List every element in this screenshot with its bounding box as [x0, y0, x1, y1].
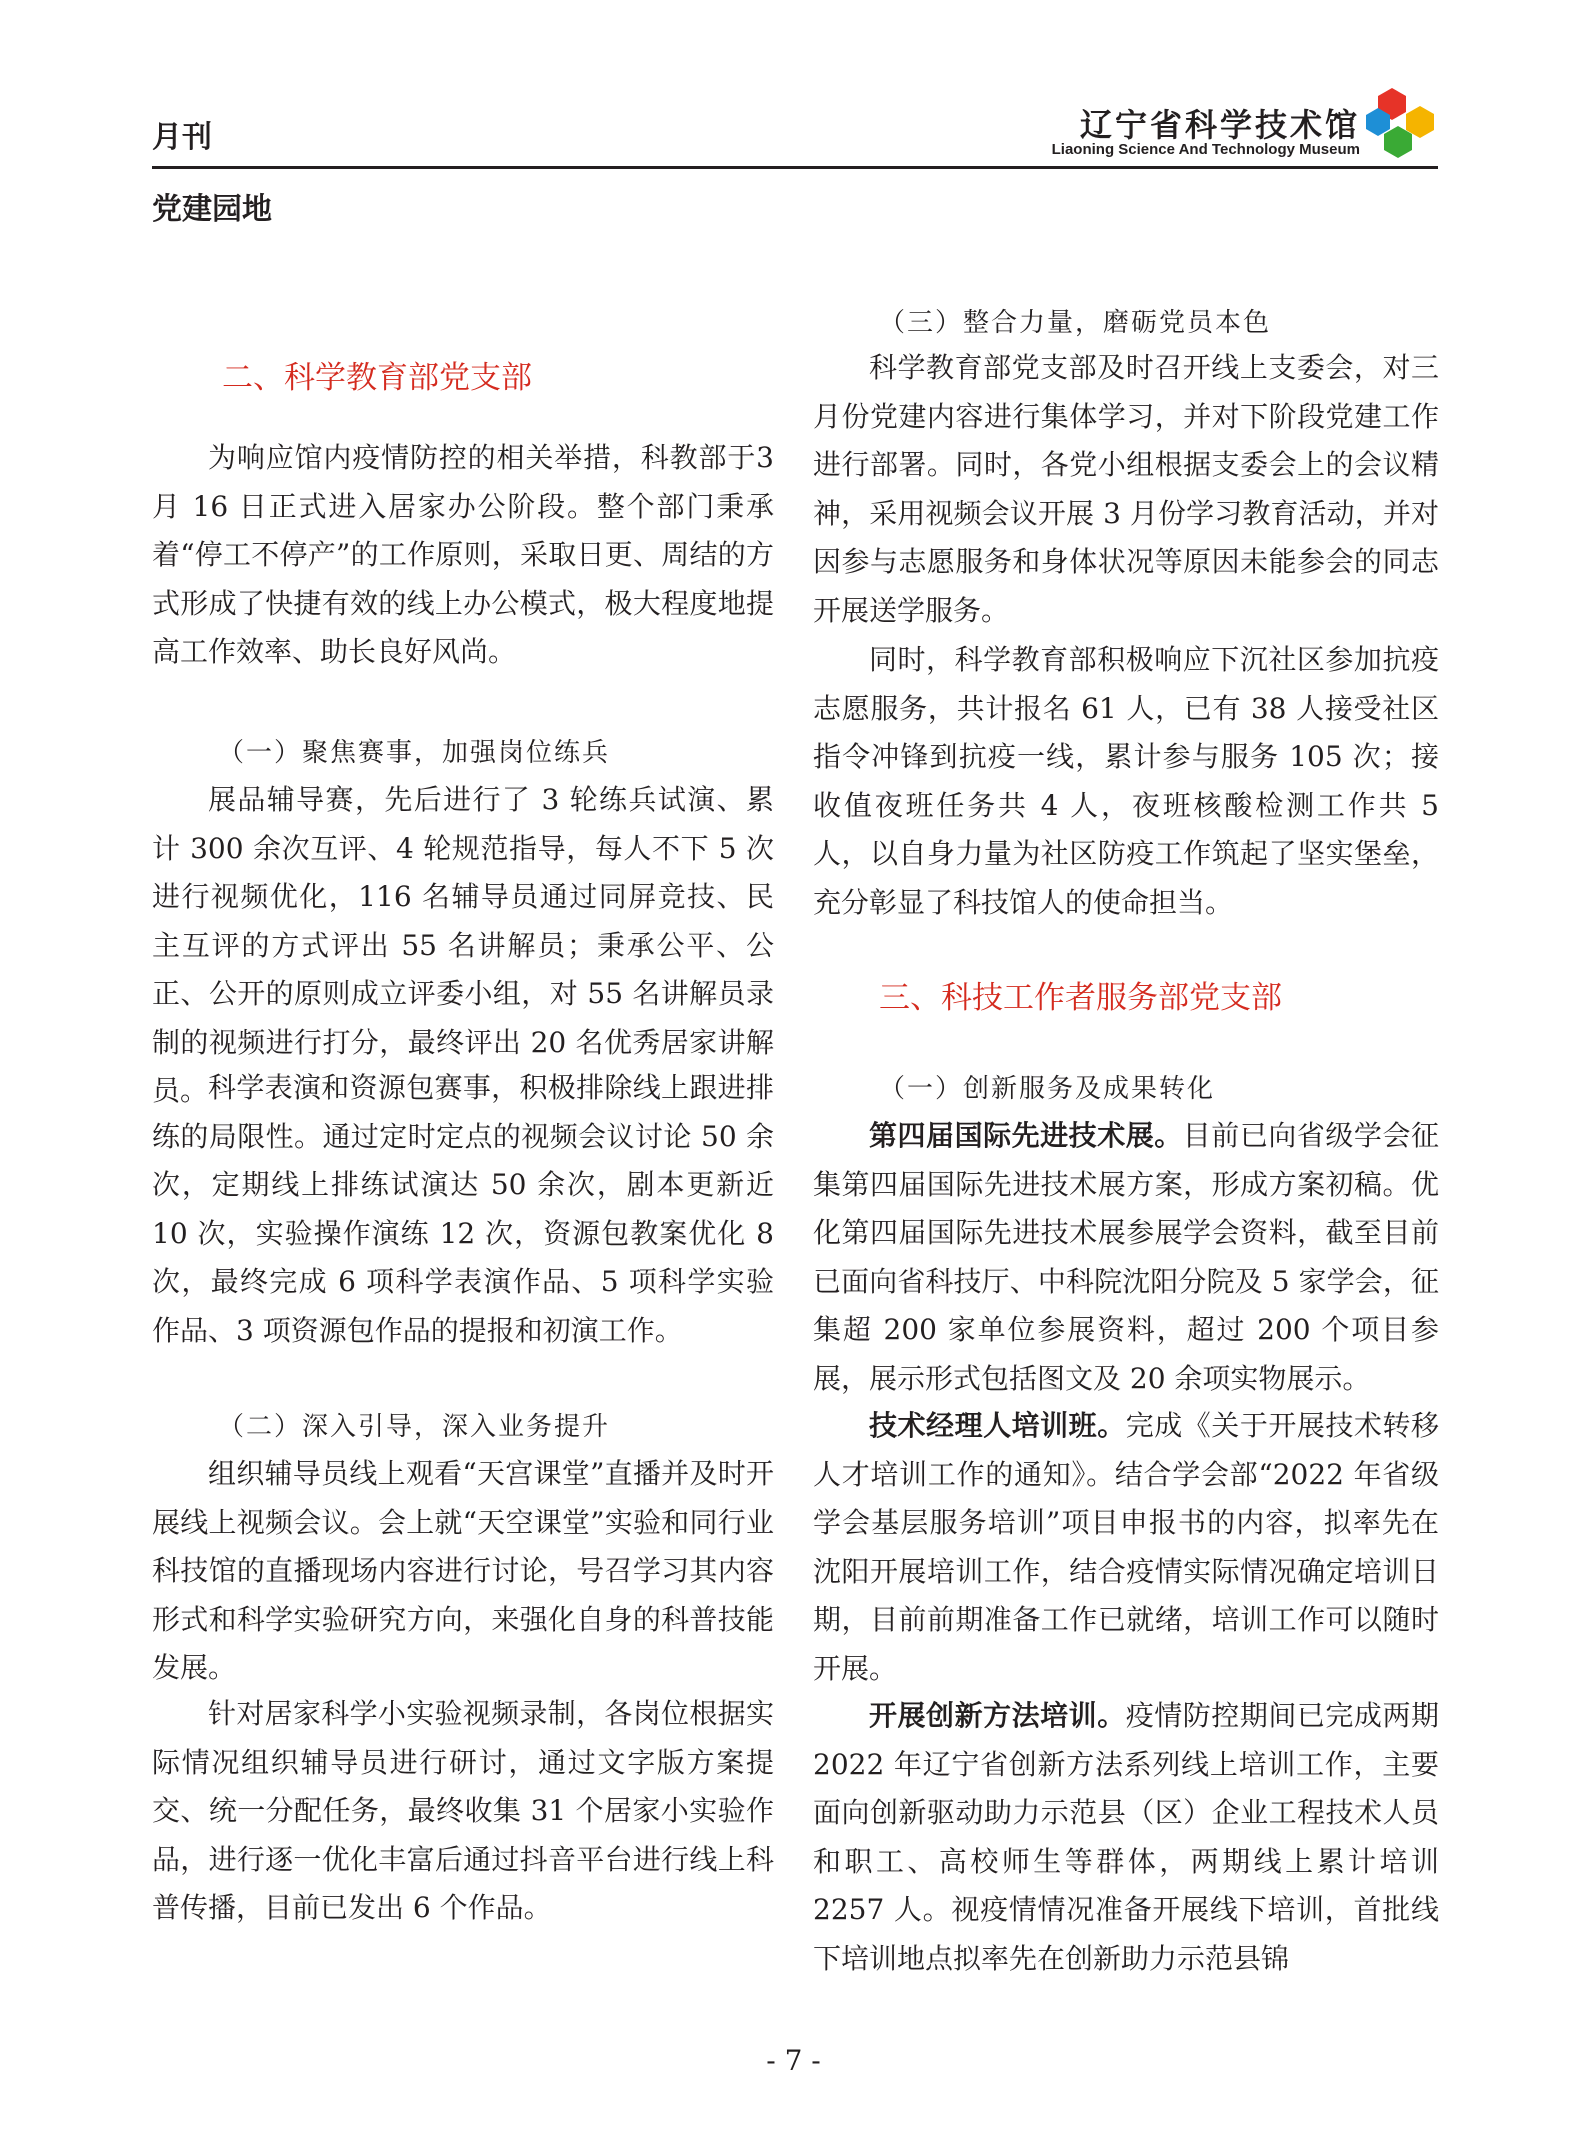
- paragraph: 展品辅导赛，先后进行了 3 轮练兵试演、累计 300 余次互评、4 轮规范指导，每人不下 5 次进行视频优化，116 名辅导员通过同屏竞技、民主互评的方式评出 55 名讲解员；秉承公平、公正、公开的原则成立评委小组，对 55 名讲解员录制的视频进行打分，最终评出 20 名优秀居家讲解员。: [152, 783, 774, 1107]
- paragraph: 科学表演和资源包赛事，积极排除线上跟进排练的局限性。通过定时定点的视频会议讨论 50 余次，定期线上排练试演达 50 余次，剧本更新近 10 次，实验操作演练 12 次，资源包教案优化 8 次，最终完成 6 项科学表演作品、5 项科学实验作品、3 项资源包作品的提报和初演工作。: [152, 1071, 774, 1347]
- subsection-heading: （三）整合力量，磨砺党员本色: [879, 308, 1272, 338]
- paragraph: 针对居家科学小实验视频录制，各岗位根据实际情况组织辅导员进行研讨，通过文字版方案提交、统一分配任务，最终收集 31 个居家小实验作品，进行逐一优化丰富后通过抖音平台进行线上科普传播，目前已发出 6 个作品。: [152, 1697, 774, 1924]
- paragraph: 科学教育部党支部及时召开线上支委会，对三月份党建内容进行集体学习，并对下阶段党建工作进行部署。同时，各党小组根据支委会上的会议精神，采用视频会议开展 3 月份学习教育活动，并对因参与志愿服务和身体状况等原因未能参会的同志开展送学服务。: [813, 351, 1439, 627]
- journal-label: 月刊: [152, 120, 212, 155]
- museum-name-en: Liaoning Science And Technology Museum: [1051, 141, 1360, 158]
- paragraph-lead: 技术经理人培训班。: [869, 1409, 1126, 1442]
- intro-paragraph: 为响应馆内疫情防控的相关举措，科教部于3 月 16 日正式进入居家办公阶段。整个部门秉承着“停工不停产”的工作原则，采取日更、周结的方式形成了快捷有效的线上办公模式，极大程度地提高工作效率、助长良好风尚。: [152, 441, 774, 668]
- paragraph-lead: 第四届国际先进技术展。: [869, 1119, 1183, 1152]
- section-heading: 二、科学教育部党支部: [222, 360, 532, 396]
- paragraph: 组织辅导员线上观看“天宫课堂”直播并及时开展线上视频会议。会上就“天空课堂”实验和同行业科技馆的直播现场内容进行讨论，号召学习其内容形式和科学实验研究方向，来强化自身的科普技能发展。: [152, 1457, 774, 1684]
- page-number: - 7 -: [766, 2044, 821, 2077]
- paragraph-body: 完成《关于开展技术转移人才培训工作的通知》。结合学会部“2022 年省级学会基层服务培训”项目申报书的内容，拟率先在沈阳开展培训工作，结合疫情实际情况确定培训日期，目前前期准备工作已就绪，培训工作可以随时开展。: [813, 1409, 1439, 1685]
- paragraph: [813, 1692, 1439, 1983]
- paragraph: [813, 1402, 1439, 1693]
- museum-name-cn: 辽宁省科学技术馆: [1080, 106, 1361, 144]
- paragraph: [813, 1112, 1439, 1403]
- paragraph-body: 疫情防控期间已完成两期 2022 年辽宁省创新方法系列线上培训工作，主要面向创新驱动助力示范县（区）企业工程技术人员和职工、高校师生等群体，两期线上累计培训 2257 人。视疫情情况准备开展线下培训，首批线下培训地点拟率先在创新助力示范县锦: [813, 1699, 1439, 1975]
- paragraph: 同时，科学教育部积极响应下沉社区参加抗疫志愿服务，共计报名 61 人，已有 38 人接受社区指令冲锋到抗疫一线，累计参与服务 105 次；接收值夜班任务共 4 人，夜班核酸检测工作共 5 人，以自身力量为社区防疫工作筑起了坚实堡垒，充分彰显了科技馆人的使命担当。: [813, 643, 1439, 919]
- subsection-heading: （二）深入引导，深入业务提升: [218, 1412, 611, 1442]
- paragraph-lead: 开展创新方法培训。: [869, 1699, 1126, 1732]
- museum-logo-icon: [1362, 84, 1442, 164]
- paragraph-body: 目前已向省级学会征集第四届国际先进技术展方案，形成方案初稿。优化第四届国际先进技术展参展学会资料，截至目前已面向省科技厅、中科院沈阳分院及 5 家学会，征集超 200 家单位参展资料，超过 200 个项目参展，展示形式包括图文及 20 余项实物展示。: [813, 1119, 1439, 1395]
- subsection-heading: （一）聚焦赛事，加强岗位练兵: [218, 738, 611, 768]
- section-title: 党建园地: [152, 192, 272, 227]
- subsection-heading: （一）创新服务及成果转化: [879, 1074, 1216, 1104]
- header-rule: [152, 166, 1438, 169]
- section-heading: 三、科技工作者服务部党支部: [879, 980, 1282, 1016]
